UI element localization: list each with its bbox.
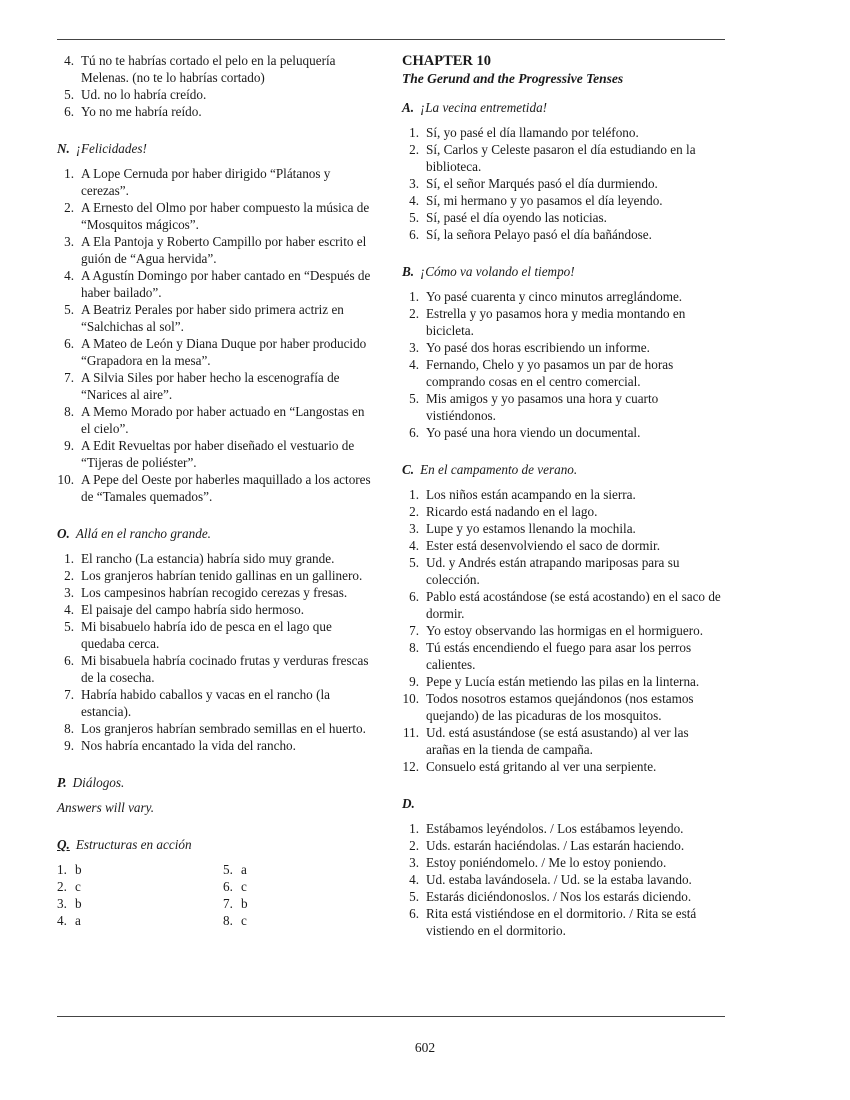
list-item [57, 267, 375, 301]
item-text: Consuelo está gritando al ver una serpiente. [426, 759, 657, 774]
item-text: Mi bisabuela habría cocinado frutas y verduras frescas de la cosecha. [81, 653, 369, 685]
item-text: Estrella y yo pasamos hora y media montando en bicicleta. [426, 306, 686, 338]
item-text: A Ela Pantoja y Roberto Campillo por haber escrito el guión de “Agua hervida”. [81, 234, 367, 266]
section-n-title: ¡Felicidades! [75, 141, 147, 156]
item-number: 5. [409, 555, 419, 570]
list-item [402, 339, 725, 356]
list-item [57, 720, 375, 737]
item-text: El paisaje del campo habría sido hermoso. [81, 602, 305, 617]
item-number: 6. [409, 589, 419, 604]
section-n-heading: N. ¡Felicidades! [57, 141, 147, 156]
list-item [402, 554, 725, 588]
list-item [402, 209, 725, 226]
item-number: 1. [409, 821, 419, 836]
item-text: Tú estás encendiendo el fuego para asar los perros calientes. [426, 640, 692, 672]
item-text: Ud. y Andrés están atrapando mariposas para su colección. [426, 555, 680, 587]
list-item [402, 588, 725, 622]
list-item [402, 175, 725, 192]
item-number: 5. [64, 302, 74, 317]
answer-cell [57, 912, 223, 929]
item-text: Ud. estaba lavándosela. / Ud. se la estaba lavando. [426, 872, 692, 887]
item-text: Pepe y Lucía están metiendo las pilas en la linterna. [426, 674, 700, 689]
item-text: Ester está desenvolviendo el saco de dormir. [426, 538, 661, 553]
item-text: A Beatriz Perales por haber sido primera actriz en “Salchichas al sol”. [81, 302, 344, 334]
list-item [402, 820, 725, 837]
item-number: 2. [409, 838, 419, 853]
item-number: 2. [64, 200, 74, 215]
list-item [57, 301, 375, 335]
item-number: 4. [409, 872, 419, 887]
item-text: Los niños están acampando en la sierra. [426, 487, 636, 502]
list-item [402, 356, 725, 390]
list-item [57, 567, 375, 584]
right-column [402, 52, 725, 939]
item-number: 5. [64, 87, 74, 102]
list-item [402, 520, 725, 537]
item-text: Sí, mi hermano y yo pasamos el día leyendo. [426, 193, 663, 208]
list-item [402, 226, 725, 243]
item-text: A Lope Cernuda por haber dirigido “Plátanos y cerezas”. [81, 166, 331, 198]
answer-value: c [75, 879, 81, 894]
item-text: Sí, el señor Marqués pasó el día durmiendo. [426, 176, 658, 191]
item-text: A Pepe del Oeste por haberles maquillado a los actores de “Tamales quemados”. [81, 472, 371, 504]
answer-value: b [241, 896, 248, 911]
section-a-heading: A. ¡La vecina entremetida! [402, 100, 548, 115]
section-d-list [402, 820, 725, 939]
section-q-answers [57, 861, 375, 929]
section-c-heading: C. En el campamento de verano. [402, 462, 578, 477]
item-number: 10. [402, 691, 419, 706]
item-number: 8. [409, 640, 419, 655]
item-number: 4. [64, 268, 74, 283]
answer-number: 6. [223, 879, 233, 894]
item-number: 8. [64, 721, 74, 736]
item-text: Sí, yo pasé el día llamando por teléfono. [426, 125, 639, 140]
list-item [57, 550, 375, 567]
list-item [402, 690, 725, 724]
list-item [57, 335, 375, 369]
answer-number: 8. [223, 913, 233, 928]
item-text: Yo pasé cuarenta y cinco minutos arreglándome. [426, 289, 683, 304]
list-item [57, 52, 375, 86]
item-number: 7. [64, 370, 74, 385]
item-text: El rancho (La estancia) habría sido muy grande. [81, 551, 335, 566]
item-number: 12. [402, 759, 419, 774]
item-text: Ud. está asustándose (se está asustando) al ver las arañas en la tienda de campaña. [426, 725, 689, 757]
answer-value: a [75, 913, 81, 928]
list-item [57, 86, 375, 103]
section-p-note: Answers will vary. [57, 800, 155, 815]
section-c-list [402, 486, 725, 775]
item-number: 9. [64, 438, 74, 453]
item-text: Pablo está acostándose (se está acostando) en el saco de dormir. [426, 589, 721, 621]
answer-number: 1. [57, 862, 67, 877]
item-text: Tú no te habrías cortado el pelo en la peluquería Melenas. (no te lo habrías cortado) [81, 53, 336, 85]
section-o-heading: O. Allá en el rancho grande. [57, 526, 211, 541]
list-item [57, 165, 375, 199]
section-q-title: Estructuras en acción [75, 837, 192, 852]
item-text: Habría habido caballos y vacas en el rancho (la estancia). [81, 687, 330, 719]
list-item [402, 141, 725, 175]
answer-number: 2. [57, 879, 67, 894]
section-p-heading: P. Diálogos. [57, 775, 125, 790]
list-item [402, 758, 725, 775]
item-text: Yo estoy observando las hormigas en el hormiguero. [426, 623, 704, 638]
item-text: Sí, pasé el día oyendo las noticias. [426, 210, 607, 225]
item-text: Fernando, Chelo y yo pasamos un par de horas comprando cosas en el centro comercial. [426, 357, 674, 389]
item-text: Estarás diciéndonoslos. / Nos los estarás diciendo. [426, 889, 692, 904]
item-number: 3. [409, 855, 419, 870]
section-o-list [57, 550, 375, 754]
bottom-rule [57, 1016, 725, 1017]
item-text: Yo pasé una hora viendo un documental. [426, 425, 641, 440]
item-number: 7. [64, 687, 74, 702]
list-item [57, 233, 375, 267]
list-item [57, 471, 375, 505]
chapter-title: CHAPTER 10 [402, 53, 492, 69]
item-text: A Silvia Siles por haber hecho la escenografía de “Narices al aire”. [81, 370, 340, 402]
section-a-list [402, 124, 725, 243]
answer-value: b [75, 896, 82, 911]
item-number: 1. [64, 166, 74, 181]
list-item [57, 103, 375, 120]
item-number: 3. [64, 234, 74, 249]
item-number: 9. [64, 738, 74, 753]
list-item [57, 403, 375, 437]
item-text: A Edit Revueltas por haber diseñado el vestuario de “Tijeras de poliéster”. [81, 438, 355, 470]
item-number: 1. [409, 289, 419, 304]
item-text: Sí, la señora Pelayo pasó el día bañándose. [426, 227, 652, 242]
item-number: 6. [409, 906, 419, 921]
item-number: 7. [409, 623, 419, 638]
item-number: 2. [64, 568, 74, 583]
item-text: A Memo Morado por haber actuado en “Langostas en el cielo”. [81, 404, 365, 436]
answer-value: b [75, 862, 82, 877]
item-number: 2. [409, 504, 419, 519]
item-number: 3. [409, 521, 419, 536]
answer-number: 5. [223, 862, 233, 877]
item-number: 6. [409, 227, 419, 242]
item-number: 3. [409, 340, 419, 355]
item-text: Mis amigos y yo pasamos una hora y cuarto vistiéndonos. [426, 391, 659, 423]
section-b-heading: B. ¡Cómo va volando el tiempo! [402, 264, 575, 279]
answer-cell [57, 878, 223, 895]
list-item [57, 618, 375, 652]
list-item [402, 537, 725, 554]
section-p-title: Diálogos. [72, 775, 125, 790]
item-text: Los granjeros habrían sembrado semillas en el huerto. [81, 721, 366, 736]
chapter-subtitle: The Gerund and the Progressive Tenses [402, 71, 624, 86]
item-number: 8. [64, 404, 74, 419]
list-item [57, 737, 375, 754]
item-text: Lupe y yo estamos llenando la mochila. [426, 521, 636, 536]
item-text: Estábamos leyéndolos. / Los estábamos leyendo. [426, 821, 684, 836]
item-text: Ricardo está nadando en el lago. [426, 504, 598, 519]
item-text: Nos habría encantado la vida del rancho. [81, 738, 296, 753]
list-item [402, 192, 725, 209]
section-b-list [402, 288, 725, 441]
page-number: 602 [414, 1040, 436, 1055]
list-item [402, 639, 725, 673]
item-text: Uds. estarán haciéndolas. / Las estarán haciendo. [426, 838, 685, 853]
item-text: Ud. no lo habría creído. [81, 87, 207, 102]
item-number: 6. [409, 425, 419, 440]
item-number: 5. [64, 619, 74, 634]
item-number: 6. [64, 653, 74, 668]
list-item [402, 871, 725, 888]
item-number: 2. [409, 306, 419, 321]
list-item [402, 486, 725, 503]
item-text: Rita está vistiéndose en el dormitorio. / Rita se está vistiendo en el dormitorio. [426, 906, 697, 938]
answer-cell [57, 895, 223, 912]
item-number: 9. [409, 674, 419, 689]
item-number: 5. [409, 889, 419, 904]
list-item [57, 369, 375, 403]
item-text: A Agustín Domingo por haber cantado en “Después de haber bailado”. [81, 268, 371, 300]
item-text: Yo pasé dos horas escribiendo un informe. [426, 340, 650, 355]
answer-value: c [241, 913, 247, 928]
section-d-heading: D. [402, 796, 415, 811]
section-q-heading: Q. Estructuras en acción [57, 837, 192, 852]
list-item [402, 503, 725, 520]
left-column [57, 52, 375, 929]
item-number: 2. [409, 142, 419, 157]
list-item [402, 124, 725, 141]
section-o-title: Allá en el rancho grande. [75, 526, 211, 541]
list-item [402, 724, 725, 758]
list-item [402, 837, 725, 854]
list-item [57, 584, 375, 601]
item-number: 4. [409, 357, 419, 372]
answer-cell [223, 912, 363, 929]
item-text: A Ernesto del Olmo por haber compuesto la música de “Mosquitos mágicos”. [81, 200, 370, 232]
item-text: A Mateo de León y Diana Duque por haber producido “Grapadora en la mesa”. [81, 336, 367, 368]
item-number: 5. [409, 210, 419, 225]
item-number: 4. [64, 602, 74, 617]
item-text: Estoy poniéndomelo. / Me lo estoy poniendo. [426, 855, 667, 870]
item-text: Todos nosotros estamos quejándonos (nos estamos quejando) de las picaduras de los mosquitos. [426, 691, 694, 723]
answer-cell [223, 878, 363, 895]
section-c-title: En el campamento de verano. [420, 462, 578, 477]
list-item [402, 673, 725, 690]
list-item [57, 686, 375, 720]
list-item [402, 905, 725, 939]
item-number: 11. [403, 725, 419, 740]
item-number: 6. [64, 336, 74, 351]
answer-number: 4. [57, 913, 67, 928]
answer-number: 7. [223, 896, 233, 911]
item-number: 5. [409, 391, 419, 406]
answer-value: a [241, 862, 247, 877]
item-number: 1. [64, 551, 74, 566]
list-item [57, 652, 375, 686]
list-item [402, 854, 725, 871]
item-text: Los granjeros habrían tenido gallinas en un gallinero. [81, 568, 363, 583]
item-number: 3. [409, 176, 419, 191]
section-n-list [57, 165, 375, 505]
item-number: 4. [64, 53, 74, 68]
list-item [57, 437, 375, 471]
list-item [57, 199, 375, 233]
answer-cell [57, 861, 223, 878]
list-item [57, 601, 375, 618]
item-number: 4. [409, 538, 419, 553]
section-a-title: ¡La vecina entremetida! [420, 100, 548, 115]
intro-list [57, 52, 375, 120]
item-number: 10. [57, 472, 74, 487]
item-number: 1. [409, 125, 419, 140]
item-text: Sí, Carlos y Celeste pasaron el día estudiando en la biblioteca. [426, 142, 696, 174]
list-item [402, 424, 725, 441]
answer-value: c [241, 879, 247, 894]
item-number: 1. [409, 487, 419, 502]
section-b-title: ¡Cómo va volando el tiempo! [420, 264, 575, 279]
answer-number: 3. [57, 896, 67, 911]
list-item [402, 888, 725, 905]
answer-cell [223, 895, 363, 912]
top-rule [57, 39, 725, 40]
item-text: Los campesinos habrían recogido cerezas y fresas. [81, 585, 348, 600]
list-item [402, 288, 725, 305]
list-item [402, 305, 725, 339]
item-text: Mi bisabuelo habría ido de pesca en el lago que quedaba cerca. [81, 619, 332, 651]
item-number: 4. [409, 193, 419, 208]
answer-cell [223, 861, 363, 878]
list-item [402, 622, 725, 639]
list-item [402, 390, 725, 424]
item-number: 6. [64, 104, 74, 119]
item-text: Yo no me habría reído. [81, 104, 202, 119]
item-number: 3. [64, 585, 74, 600]
